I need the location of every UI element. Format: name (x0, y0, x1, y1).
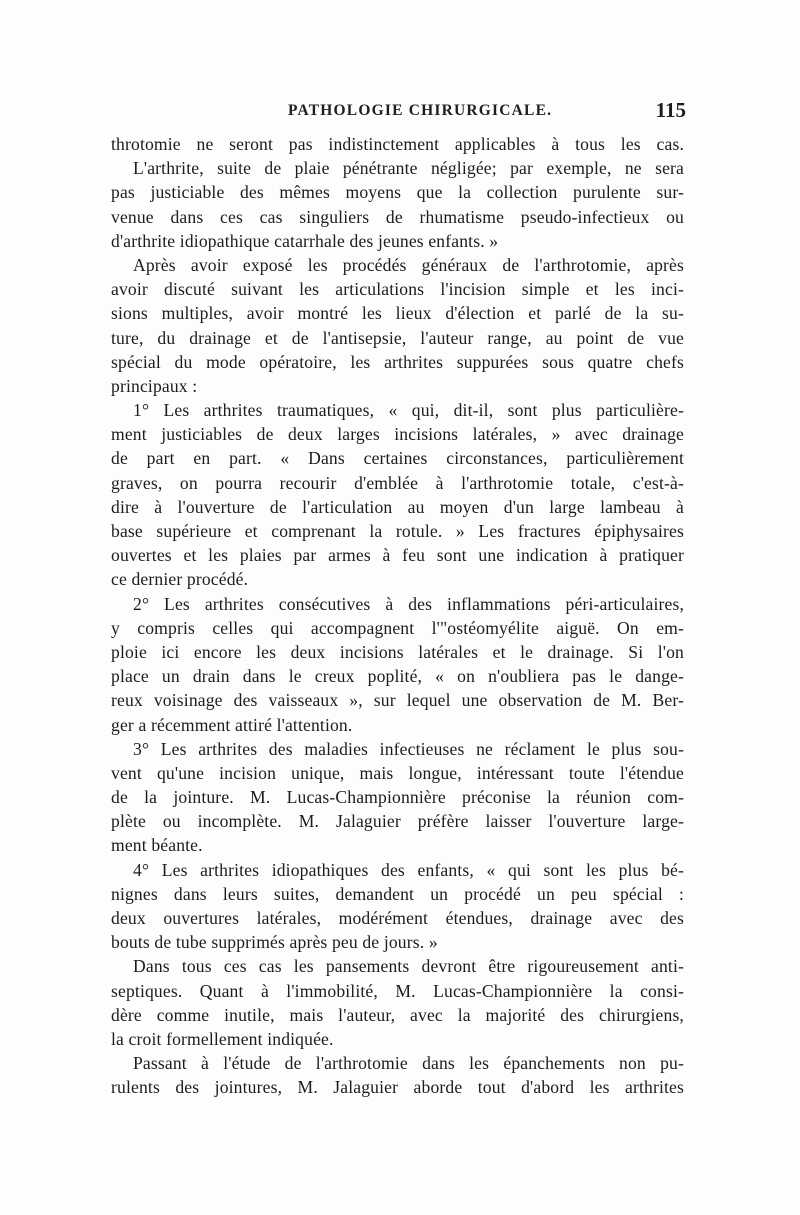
text-line: vent qu'une incision unique, mais longue, intéressant toute l'étendue (111, 762, 684, 783)
text-line: Dans tous ces cas les pansements devront être rigoureusement anti- (133, 956, 684, 977)
text-line: 3° Les arthrites des maladies infectieuses ne réclament le plus sou- (133, 738, 684, 759)
page-number: 115 (655, 98, 686, 122)
text-line: la croit formellement indiquée. (111, 1028, 334, 1049)
running-head: PATHOLOGIE CHIRURGICALE. (288, 102, 553, 119)
text-line: nignes dans leurs suites, demandent un procédé un peu spécial : (111, 883, 684, 904)
text-line: de la jointure. M. Lucas-Championnière préconise la réunion com- (111, 787, 684, 808)
text-line: rulents des jointures, M. Jalaguier aborde tout d'abord les arthrites (111, 1077, 684, 1098)
text-line: ploie ici encore les deux incisions latérales et le drainage. Si l'on (111, 641, 684, 662)
text-line: 2° Les arthrites consécutives à des inflammations péri-articulaires, (133, 593, 684, 614)
text-line: dère comme inutile, mais l'auteur, avec la majorité des chirurgiens, (111, 1004, 684, 1025)
text-line: Passant à l'étude de l'arthrotomie dans les épanchements non pu- (133, 1053, 684, 1074)
text-line: spécial du mode opératoire, les arthrites suppurées sous quatre chefs (111, 351, 684, 372)
page-header (100, 98, 690, 128)
text-line: ce dernier procédé. (111, 569, 249, 590)
text-line: pas justiciable des mêmes moyens que la collection purulente sur- (111, 182, 684, 203)
text-line: place un drain dans le creux poplité, « on n'oubliera pas le dange- (111, 666, 684, 687)
text-line: reux voisinage des vaisseaux », sur lequel une observation de M. Ber- (111, 690, 684, 711)
text-line: ture, du drainage et de l'antisepsie, l'auteur range, au point de vue (111, 327, 684, 348)
text-line: L'arthrite, suite de plaie pénétrante négligée; par exemple, ne sera (133, 158, 684, 179)
body-text (111, 132, 684, 1100)
text-line: principaux : (111, 375, 198, 396)
text-line: avoir discuté suivant les articulations l'incision simple et les inci- (111, 279, 684, 300)
text-line: deux ouvertures latérales, modérément étendues, drainage avec des (111, 908, 684, 928)
text-line: sions multiples, avoir montré les lieux d'élection et parlé de la su- (111, 303, 684, 324)
text-line: graves, on pourra recourir d'emblée à l'arthrotomie totale, c'est-à- (111, 472, 684, 493)
text-line: d'arthrite idiopathique catarrhale des jeunes enfants. » (111, 230, 499, 251)
text-line: bouts de tube supprimés après peu de jours. » (111, 932, 438, 953)
text-line: ment béante. (111, 835, 203, 856)
text-line: ger a récemment attiré l'attention. (111, 714, 353, 735)
text-line: throtomie ne seront pas indistinctement applicables à tous les cas. (111, 134, 684, 154)
text-line: base supérieure et comprenant la rotule. » Les fractures épiphysaires (111, 521, 684, 541)
text-line: septiques. Quant à l'immobilité, M. Lucas-Championnière la consi- (111, 980, 684, 1001)
text-line: 1° Les arthrites traumatiques, « qui, dit-il, sont plus particulière- (133, 400, 684, 421)
text-line: plète ou incomplète. M. Jalaguier préfère laisser l'ouverture large- (111, 811, 684, 832)
text-line: ment justiciables de deux larges incisions latérales, » avec drainage (111, 424, 684, 445)
text-line: venue dans ces cas singuliers de rhumatisme pseudo-infectieux ou (111, 206, 684, 227)
text-line: de part en part. « Dans certaines circonstances, particulièrement (111, 448, 684, 469)
text-line: dire à l'ouverture de l'articulation au moyen d'un large lambeau à (111, 496, 684, 517)
text-line: 4° Les arthrites idiopathiques des enfants, « qui sont les plus bé- (133, 859, 684, 880)
text-line: ouvertes et les plaies par armes à feu sont une indication à pratiquer (111, 545, 684, 566)
text-line: Après avoir exposé les procédés généraux de l'arthrotomie, après (133, 254, 684, 275)
text-line: y compris celles qui accompagnent l'"ostéomyélite aiguë. On em- (111, 617, 684, 638)
